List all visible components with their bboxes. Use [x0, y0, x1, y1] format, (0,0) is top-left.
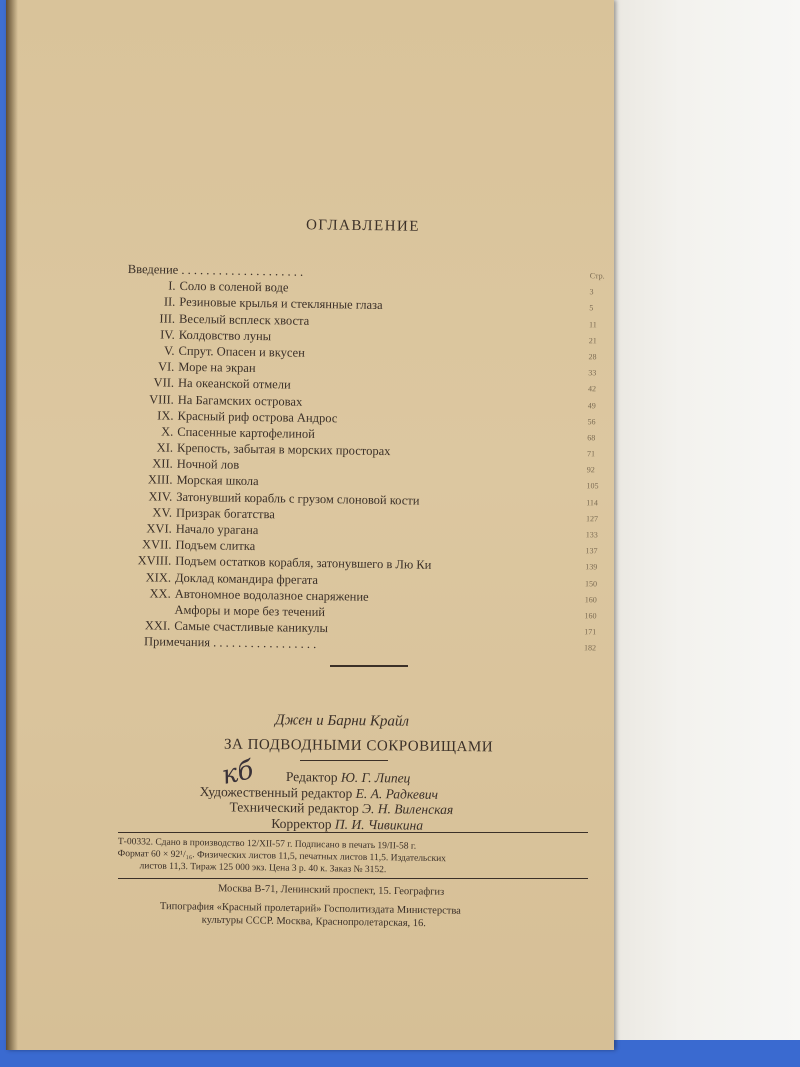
- toc-entry-title: Подъем слитка: [175, 537, 256, 554]
- imprint-line: Т-00332. Сдано в производство 12/XII-57 г. Подписано в печать 19/II-58 г.: [117, 836, 417, 852]
- toc-entry-title: Амфоры и море без течений: [174, 602, 326, 620]
- toc-entry-page: 150: [584, 578, 598, 588]
- toc-entry-page: 139: [585, 562, 598, 572]
- toc-entry-title: Автономное водолазное снаряжение: [174, 586, 369, 604]
- credit-role: Редактор: [285, 769, 338, 785]
- toc-entry-title: Доклад командира фрегата: [174, 570, 319, 587]
- page-column-label: Стр.: [589, 271, 605, 281]
- toc-entry-title: Начало урагана: [175, 521, 259, 538]
- toc-entry-number: XIV.: [148, 488, 173, 504]
- imprint-line: Формат 60 × 92¹/₁₆. Физических листов 11,5, печатных листов 11,5. Издательских: [117, 848, 447, 865]
- toc-entry-number: X.: [161, 424, 174, 439]
- book-authors: Джен и Барни Крайл: [274, 712, 410, 730]
- toc-entry-title: Подъем остатков корабля, затонувшего в Лю Ки: [175, 554, 432, 573]
- toc-entry-number: XIX.: [145, 569, 172, 585]
- credit-name: Ю. Г. Липец: [340, 769, 411, 786]
- toc-entry-page: 92: [586, 465, 595, 475]
- toc-entry-title: Затонувший корабль с грузом слоновой кости: [176, 489, 420, 508]
- toc-entry-title: Спасенные картофелиной: [177, 424, 315, 441]
- toc-entry-title: Призрак богатства: [175, 505, 275, 522]
- toc-entry-title: Море на экран: [178, 359, 256, 376]
- credit-role: Технический редактор: [229, 799, 359, 816]
- imprint-line: листов 11,3. Тираж 125 000 экз. Цена 3 р. 40 к. Заказ № 3152.: [139, 861, 387, 876]
- toc-entry-number: XXI.: [144, 618, 171, 633]
- toc-entry-title: Морская школа: [176, 473, 259, 489]
- toc-entry-number: IV.: [160, 327, 175, 342]
- toc-entry-number: VI.: [157, 359, 175, 374]
- printer-line: культуры СССР. Москва, Краснопролетарская, 16.: [201, 914, 427, 930]
- imprint-top-rule: [118, 832, 588, 833]
- toc-entry-number: XVIII.: [137, 553, 172, 569]
- page-spine-shadow: [6, 0, 18, 1050]
- toc-entry-page: 160: [584, 594, 597, 605]
- toc-entry-title: Колдовство луны: [178, 327, 272, 344]
- toc-entry-number: VII.: [153, 375, 175, 391]
- toc-entry-title: Веселый всплеск хвоста: [178, 311, 310, 328]
- imprint-bottom-rule: [118, 878, 588, 879]
- credit-role: Художественный редактор: [199, 783, 353, 801]
- toc-entry-title: Резиновые крылья и стеклянные глаза: [179, 295, 383, 313]
- toc-entry-page: 28: [588, 352, 597, 362]
- toc-entry-page: 21: [588, 335, 597, 346]
- toc-entry-page: 114: [586, 497, 599, 508]
- toc-entry-page: 160: [584, 611, 597, 621]
- toc-entry-number: II.: [163, 294, 176, 310]
- toc-heading: ОГЛАВЛЕНИЕ: [305, 217, 421, 235]
- handwritten-mark: кб: [219, 755, 257, 791]
- toc-entry-title: Примечания . . . . . . . . . . . . . . . . .: [143, 634, 317, 652]
- toc-entry-number: VIII.: [149, 391, 174, 407]
- toc-entry-number: XX.: [149, 586, 171, 601]
- toc-entry-page: 33: [588, 368, 597, 378]
- toc-entry-title: Ночной лов: [176, 457, 240, 473]
- toc-entry-title: На океанской отмели: [177, 376, 291, 392]
- toc-entry-number: III.: [159, 311, 176, 326]
- toc-entry-number: XIII.: [147, 472, 173, 488]
- toc-entry-page: 105: [586, 481, 599, 491]
- toc-entry-number: XII.: [152, 456, 173, 471]
- credit-name: Е. А. Радкевич: [355, 785, 439, 802]
- imprint-block: [117, 836, 593, 879]
- toc-entry-page: 71: [586, 449, 596, 459]
- credit-name: Э. Н. Виленская: [362, 800, 454, 818]
- toc-entry-number: I.: [168, 278, 176, 293]
- credit-name: П. И. Чивикина: [334, 816, 424, 833]
- toc-entry-title: Красный риф острова Андрос: [177, 408, 338, 425]
- table-of-contents: [122, 261, 605, 657]
- toc-entry-page: 171: [584, 627, 597, 637]
- credits-block: [199, 768, 580, 835]
- toc-entry-number: XI.: [156, 440, 174, 455]
- printer-line: Типография «Красный пролетарий» Госполитиздата Министерства: [159, 900, 461, 917]
- toc-entry-page: 182: [583, 643, 597, 653]
- toc-entry-page: 56: [587, 416, 596, 427]
- toc-entry-number: XVI.: [146, 521, 172, 536]
- toc-entry-number: V.: [163, 343, 175, 358]
- book-title: ЗА ПОДВОДНЫМИ СОКРОВИЩАМИ: [223, 736, 494, 756]
- toc-entry-page: 127: [585, 514, 599, 524]
- toc-entry-page: 49: [587, 400, 596, 410]
- toc-entry-title: Самые счастливые каникулы: [174, 618, 329, 636]
- adjacent-page: [600, 0, 800, 1067]
- toc-entry-page: 137: [585, 546, 598, 556]
- section-divider: [330, 665, 408, 667]
- publisher-address: Москва В-71, Ленинский проспект, 15. Географгиз: [217, 883, 445, 898]
- credit-role: Корректор: [271, 815, 332, 832]
- toc-entry-page: 5: [589, 303, 594, 313]
- toc-entry-number: XV.: [152, 505, 173, 520]
- toc-entry-page: 3: [589, 287, 594, 297]
- toc-entry-page: 133: [585, 530, 598, 540]
- toc-entry-title: Введение . . . . . . . . . . . . . . . . . . . .: [127, 261, 304, 279]
- toc-entry-title: На Багамских островах: [177, 392, 303, 409]
- toc-entry-number: IX.: [157, 408, 174, 423]
- toc-entry-title: Крепость, забытая в морских просторах: [176, 440, 391, 459]
- credits-rule: [300, 760, 388, 761]
- toc-entry-number: XVII.: [141, 537, 172, 552]
- toc-entry-title: Спрут. Опасен и вкусен: [178, 343, 305, 360]
- toc-entry-page: 42: [587, 384, 597, 394]
- toc-entry-page: 11: [588, 319, 597, 329]
- toc-entry-title: Соло в соленой воде: [179, 279, 289, 295]
- toc-entry-page: 68: [587, 433, 596, 443]
